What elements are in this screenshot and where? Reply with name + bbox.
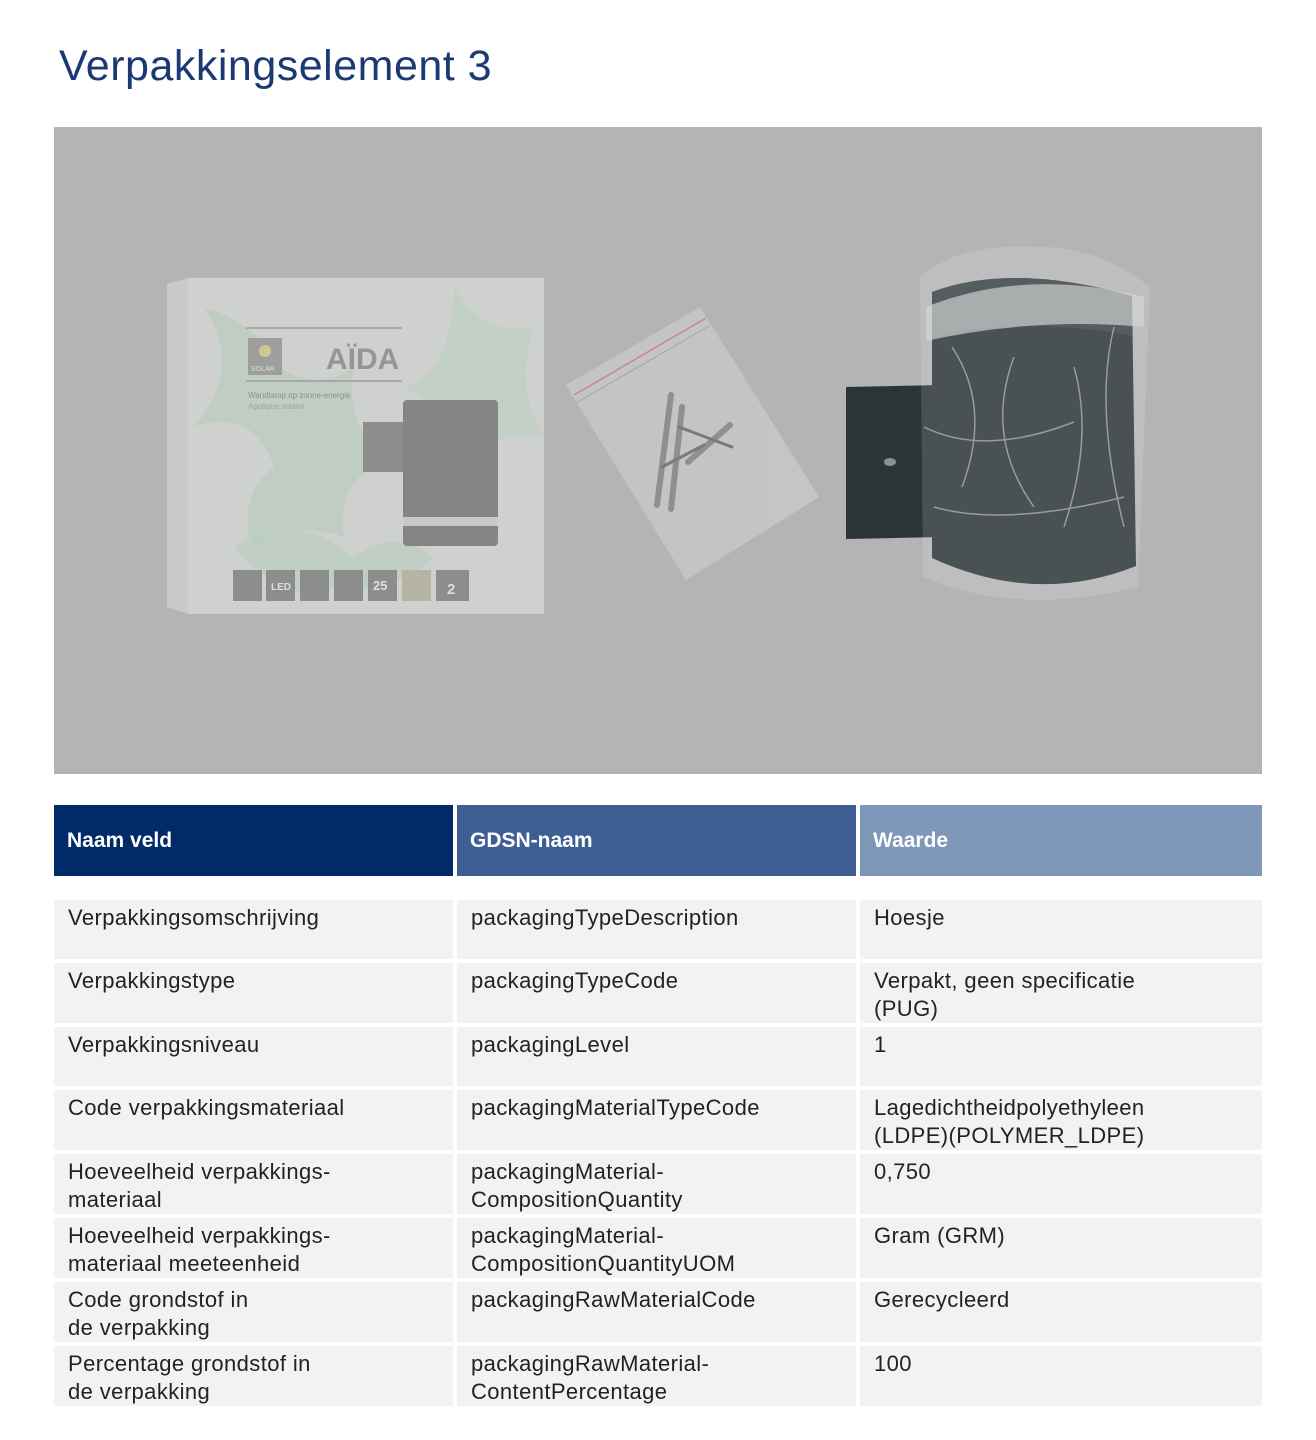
packaging-spec-table bbox=[54, 805, 1262, 1406]
cell-field-name: Code verpakkingsmateriaal bbox=[54, 1086, 457, 1150]
page-title: Verpakkingselement 3 bbox=[59, 42, 493, 90]
box-icon-lumen: 25 bbox=[373, 578, 388, 593]
cell-field-name: Verpakkingsomschrijving bbox=[54, 896, 457, 959]
cell-value: Lagedichtheidpolyethyleen (LDPE)(POLYMER_LDPE) bbox=[860, 1086, 1262, 1150]
box-badge-text: SOLAR bbox=[251, 366, 275, 373]
cell-gdsn-name: packagingTypeDescription bbox=[457, 896, 860, 959]
cell-gdsn-name: packagingMaterialTypeCode bbox=[457, 1086, 860, 1150]
table-row bbox=[54, 959, 1262, 1023]
table-row bbox=[54, 1150, 1262, 1214]
table-row bbox=[54, 896, 1262, 959]
cell-gdsn-name: packagingMaterial- CompositionQuantityUOM bbox=[457, 1214, 860, 1278]
box-icon-warranty: 2 bbox=[447, 581, 456, 598]
cell-value: Gram (GRM) bbox=[860, 1214, 1262, 1278]
header-naam-veld: Naam veld bbox=[54, 805, 457, 876]
cell-field-name: Code grondstof in de verpakking bbox=[54, 1278, 457, 1342]
cell-gdsn-name: packagingTypeCode bbox=[457, 959, 860, 1023]
table-header-row bbox=[54, 805, 1262, 876]
cell-field-name: Hoeveelheid verpakkings- materiaal meeteenheid bbox=[54, 1214, 457, 1278]
box-icon-led: LED bbox=[271, 582, 291, 593]
product-photo bbox=[54, 127, 1262, 774]
cell-value: Verpakt, geen specificatie (PUG) bbox=[860, 959, 1262, 1023]
cell-field-name: Verpakkingstype bbox=[54, 959, 457, 1023]
header-waarde: Waarde bbox=[860, 805, 1262, 876]
cell-value: 0,750 bbox=[860, 1150, 1262, 1214]
table-row bbox=[54, 1023, 1262, 1086]
cell-field-name: Hoeveelheid verpakkings- materiaal bbox=[54, 1150, 457, 1214]
wrapped-lamp-image bbox=[846, 246, 1150, 599]
cell-value: Gerecycleerd bbox=[860, 1278, 1262, 1342]
table-row bbox=[54, 1086, 1262, 1150]
cell-field-name: Verpakkingsniveau bbox=[54, 1023, 457, 1086]
product-box-image bbox=[167, 278, 544, 614]
box-subtitle-fr: Applique solaire bbox=[248, 402, 305, 411]
cell-value: Hoesje bbox=[860, 896, 1262, 959]
cell-gdsn-name: packagingRawMaterialCode bbox=[457, 1278, 860, 1342]
header-gdsn-naam: GDSN-naam bbox=[457, 805, 860, 876]
cell-field-name: Percentage grondstof in de verpakking bbox=[54, 1342, 457, 1406]
cell-gdsn-name: packagingMaterial- CompositionQuantity bbox=[457, 1150, 860, 1214]
table-row bbox=[54, 1214, 1262, 1278]
cell-value: 1 bbox=[860, 1023, 1262, 1086]
box-subtitle-nl: Wandlamp op zonne-energie bbox=[248, 391, 351, 400]
screw-bag-image bbox=[566, 307, 819, 580]
cell-gdsn-name: packagingRawMaterial- ContentPercentage bbox=[457, 1342, 860, 1406]
cell-value: 100 bbox=[860, 1342, 1262, 1406]
cell-gdsn-name: packagingLevel bbox=[457, 1023, 860, 1086]
table-row bbox=[54, 1278, 1262, 1342]
table-row bbox=[54, 1342, 1262, 1406]
box-brand-text: AÏDA bbox=[326, 343, 400, 376]
